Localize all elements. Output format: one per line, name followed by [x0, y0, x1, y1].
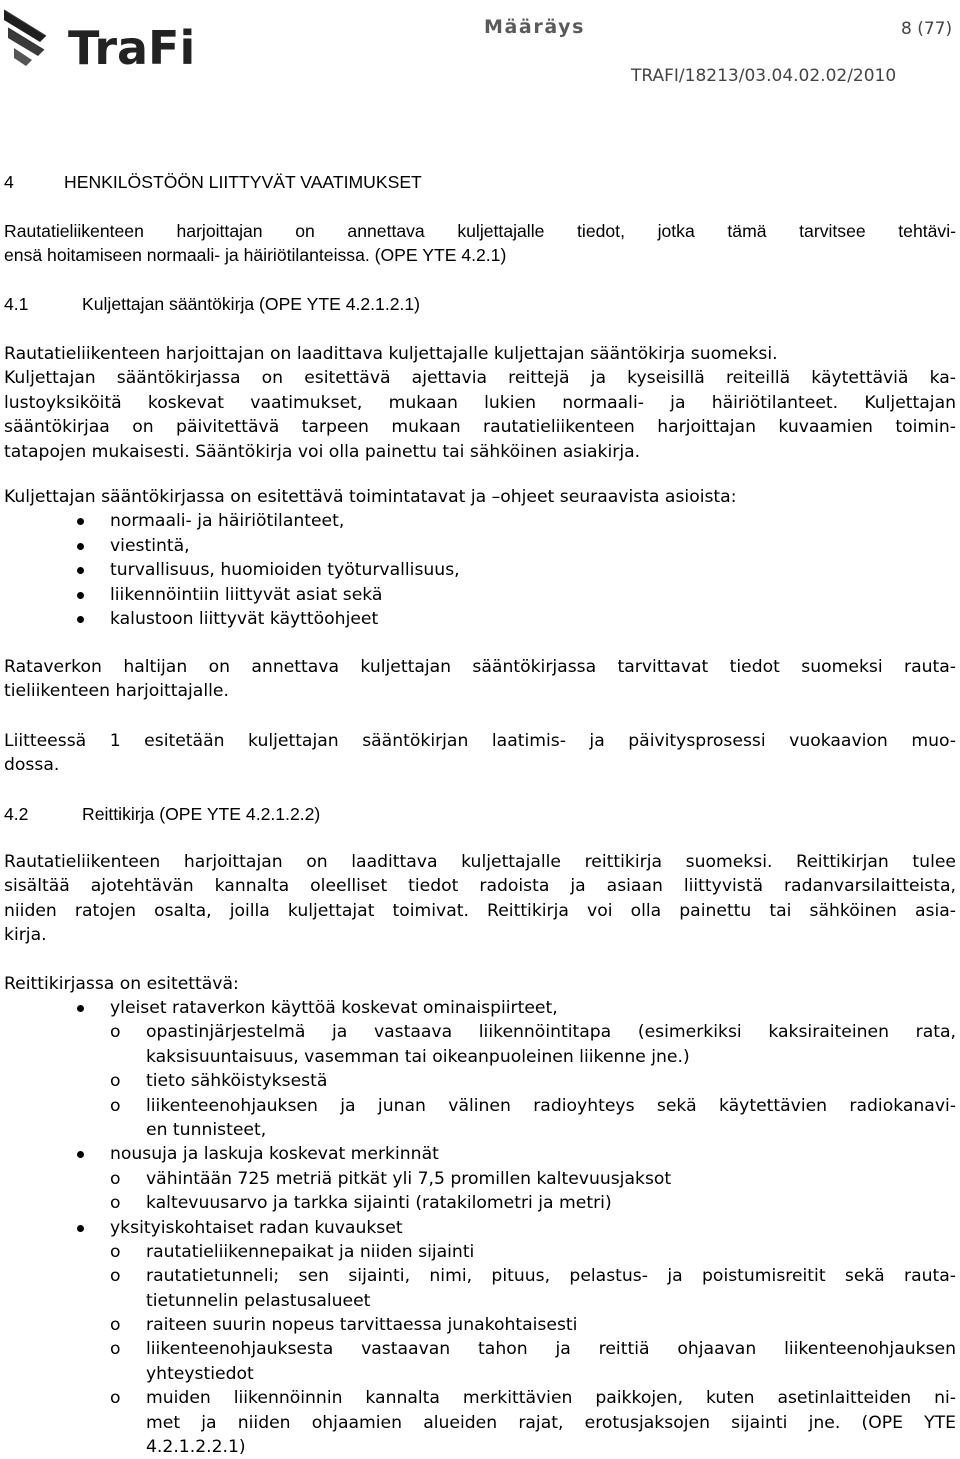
- section-4-1-list: [4, 485, 956, 631]
- heading-text: HENKILÖSTÖÖN LIITTYVÄT VAATIMUKSET: [64, 172, 422, 192]
- list-item: viestintä,: [4, 534, 956, 558]
- text-line: lustoyksiköitä koskevat vaatimukset, mukaan lukien normaali- ja häiriötilanteet. Kuljettajan: [4, 392, 956, 413]
- list-item: yleiset rataverkon käyttöä koskevat ominaispiirteet,: [4, 996, 956, 1020]
- sub-list-item: o liikenteenohjauksesta vastaavan tahon ja reittiä ohjaavan liikenteenohjauksen: [4, 1337, 956, 1361]
- sub-list-item: o kaltevuusarvo ja tarkka sijainti (ratakilometri ja metri): [4, 1191, 956, 1215]
- text-line: Kuljettajan sääntökirjassa on esitettävä ajettavia reittejä ja kyseisillä reiteillä käytettäviä ka-: [4, 368, 956, 389]
- list-item: kalustoon liittyvät käyttöohjeet: [4, 607, 956, 631]
- heading-number: 4: [4, 172, 14, 192]
- text-line: Liitteessä 1 esitetään kuljettajan sääntökirjan laatimis- ja päivitysprosessi vuokaavion muo-: [4, 731, 956, 751]
- section-4-2-heading: [4, 802, 956, 826]
- sub-bullet-icon: o: [110, 1241, 121, 1262]
- reittikirja-content-list: [4, 996, 956, 1459]
- text-line: sisältää ajotehtävän kannalta oleelliset tiedot radoista ja asiaan liittyvistä radanvarsilaitteista,: [4, 876, 956, 897]
- sub-list-item: o rautatietunneli; sen sijainti, nimi, pituus, pelastus- ja poistumisreitit sekä rauta-: [4, 1264, 956, 1288]
- bullet-icon: [77, 543, 84, 550]
- sub-bullet-icon: o: [110, 1266, 121, 1287]
- sub-list-item: o rautatieliikennepaikat ja niiden sijainti: [4, 1240, 956, 1264]
- heading-text: Kuljettajan sääntökirja (OPE YTE 4.2.1.2.1): [82, 294, 421, 314]
- list-item: liikennöintiin liittyvät asiat sekä: [4, 583, 956, 607]
- sub-list-item: o vähintään 725 metriä pitkät yli 7,5 promillen kaltevuusjaksot: [4, 1167, 956, 1191]
- document-reference: TRAFI/18213/03.04.02.02/2010: [631, 66, 897, 86]
- section-4-heading: [4, 170, 956, 194]
- bullet-icon: [77, 592, 84, 599]
- sub-list-item-continuation: met ja niiden ohjaamien alueiden rajat, erotusjaksojen sijainti jne. (OPE YTE: [146, 1412, 956, 1433]
- page-number: 8 (77): [901, 19, 953, 39]
- sub-bullet-icon: o: [110, 1095, 121, 1116]
- section-4-1-heading: [4, 292, 956, 316]
- document-type: Määräys: [484, 16, 586, 38]
- trafi-logo: [4, 4, 224, 70]
- sub-list-item: o muiden liikennöinnin kannalta merkittävien paikkojen, kuten asetinlaitteiden ni-: [4, 1386, 956, 1410]
- bullet-icon: [77, 1005, 84, 1012]
- bullet-icon: [77, 518, 84, 525]
- list-item: turvallisuus, huomioiden työturvallisuus,: [4, 558, 956, 582]
- sub-bullet-icon: o: [110, 1193, 121, 1214]
- section-4-intro: [4, 219, 956, 268]
- trafi-logo-graphic: [4, 4, 224, 70]
- list-intro: Reittikirjassa on esitettävä:: [4, 974, 239, 994]
- section-4-2-list: [4, 972, 956, 996]
- sub-list-item-continuation: kaksisuuntaisuus, vasemman tai oikeanpuoleinen liikenne jne.): [146, 1046, 690, 1067]
- text-line: kirja.: [4, 925, 47, 946]
- list-item: nousuja ja laskuja koskevat merkinnät: [4, 1142, 956, 1166]
- list-item: normaali- ja häiriötilanteet,: [4, 509, 956, 533]
- text-line: Rautatieliikenteen harjoittajan on laadittava kuljettajalle kuljettajan sääntökirja suomeksi.: [4, 344, 778, 364]
- bullet-icon: [77, 567, 84, 574]
- sub-bullet-icon: o: [110, 1388, 121, 1409]
- sub-list-item-continuation: yhteystiedot: [146, 1363, 254, 1384]
- text-line: niiden ratojen osalta, joilla kuljettajat toimivat. Reittikirja voi olla painettu tai sähköinen asia-: [4, 900, 956, 921]
- sub-bullet-icon: o: [110, 1315, 121, 1336]
- bullet-icon: [77, 1151, 84, 1158]
- intro-line: Rautatieliikenteen harjoittajan on annettava kuljettajalle tiedot, jotka tämä tarvitsee tehtävi-: [4, 221, 956, 241]
- sub-bullet-icon: o: [110, 1168, 121, 1189]
- list-item: yksityiskohtaiset radan kuvaukset: [4, 1216, 956, 1240]
- heading-number: 4.1: [4, 294, 29, 314]
- bullet-icon: [77, 1225, 84, 1232]
- sub-bullet-icon: o: [110, 1071, 121, 1092]
- section-4-1-paragraph-2: [4, 655, 956, 704]
- sub-bullet-icon: o: [110, 1339, 121, 1360]
- heading-number: 4.2: [4, 804, 29, 824]
- intro-line: ensä hoitamiseen normaali- ja häiriötilanteissa. (OPE YTE 4.2.1): [4, 245, 507, 266]
- text-line: sääntökirjaa on päivitettävä tarpeen mukaan rautatieliikenteen harjoittajan kuvaamien toimin-: [4, 417, 956, 438]
- sub-list-item-continuation: tietunnelin pelastusalueet: [146, 1290, 371, 1311]
- text-line: dossa.: [4, 755, 60, 776]
- sub-list-item: o raiteen suurin nopeus tarvittaessa junakohtaisesti: [4, 1313, 956, 1337]
- sub-list-item: o tieto sähköistyksestä: [4, 1069, 956, 1093]
- section-4-2-paragraph: [4, 850, 956, 948]
- text-line: tieliikenteen harjoittajalle.: [4, 681, 229, 702]
- list-intro: Kuljettajan sääntökirjassa on esitettävä toimintatavat ja –ohjeet seuraavista asioista:: [4, 487, 737, 507]
- logo-text: TraFi: [68, 21, 196, 70]
- sub-bullet-icon: o: [110, 1022, 121, 1043]
- section-4-1-paragraph: [4, 342, 956, 464]
- text-line: tatapojen mukaisesti. Sääntökirja voi olla painettu tai sähköinen asiakirja.: [4, 441, 641, 462]
- section-4-1-paragraph-3: [4, 729, 956, 778]
- sub-list-item-continuation: en tunnisteet,: [146, 1119, 267, 1140]
- text-line: Rautatieliikenteen harjoittajan on laadittava kuljettajalle reittikirja suomeksi. Reittikirjan tulee: [4, 852, 956, 872]
- heading-text: Reittikirja (OPE YTE 4.2.1.2.2): [82, 804, 321, 824]
- sub-list-item: o opastinjärjestelmä ja vastaava liikennöintitapa (esimerkiksi kaksiraiteinen rata,: [4, 1020, 956, 1044]
- text-line: Rataverkon haltijan on annettava kuljettajan sääntökirjassa tarvittavat tiedot suomeksi rauta-: [4, 657, 956, 677]
- bullet-icon: [77, 616, 84, 623]
- sub-list-item: o liikenteenohjauksen ja junan välinen radioyhteys sekä käytettävien radiokanavi-: [4, 1094, 956, 1118]
- sub-list-item-continuation: 4.2.1.2.2.1): [146, 1437, 246, 1458]
